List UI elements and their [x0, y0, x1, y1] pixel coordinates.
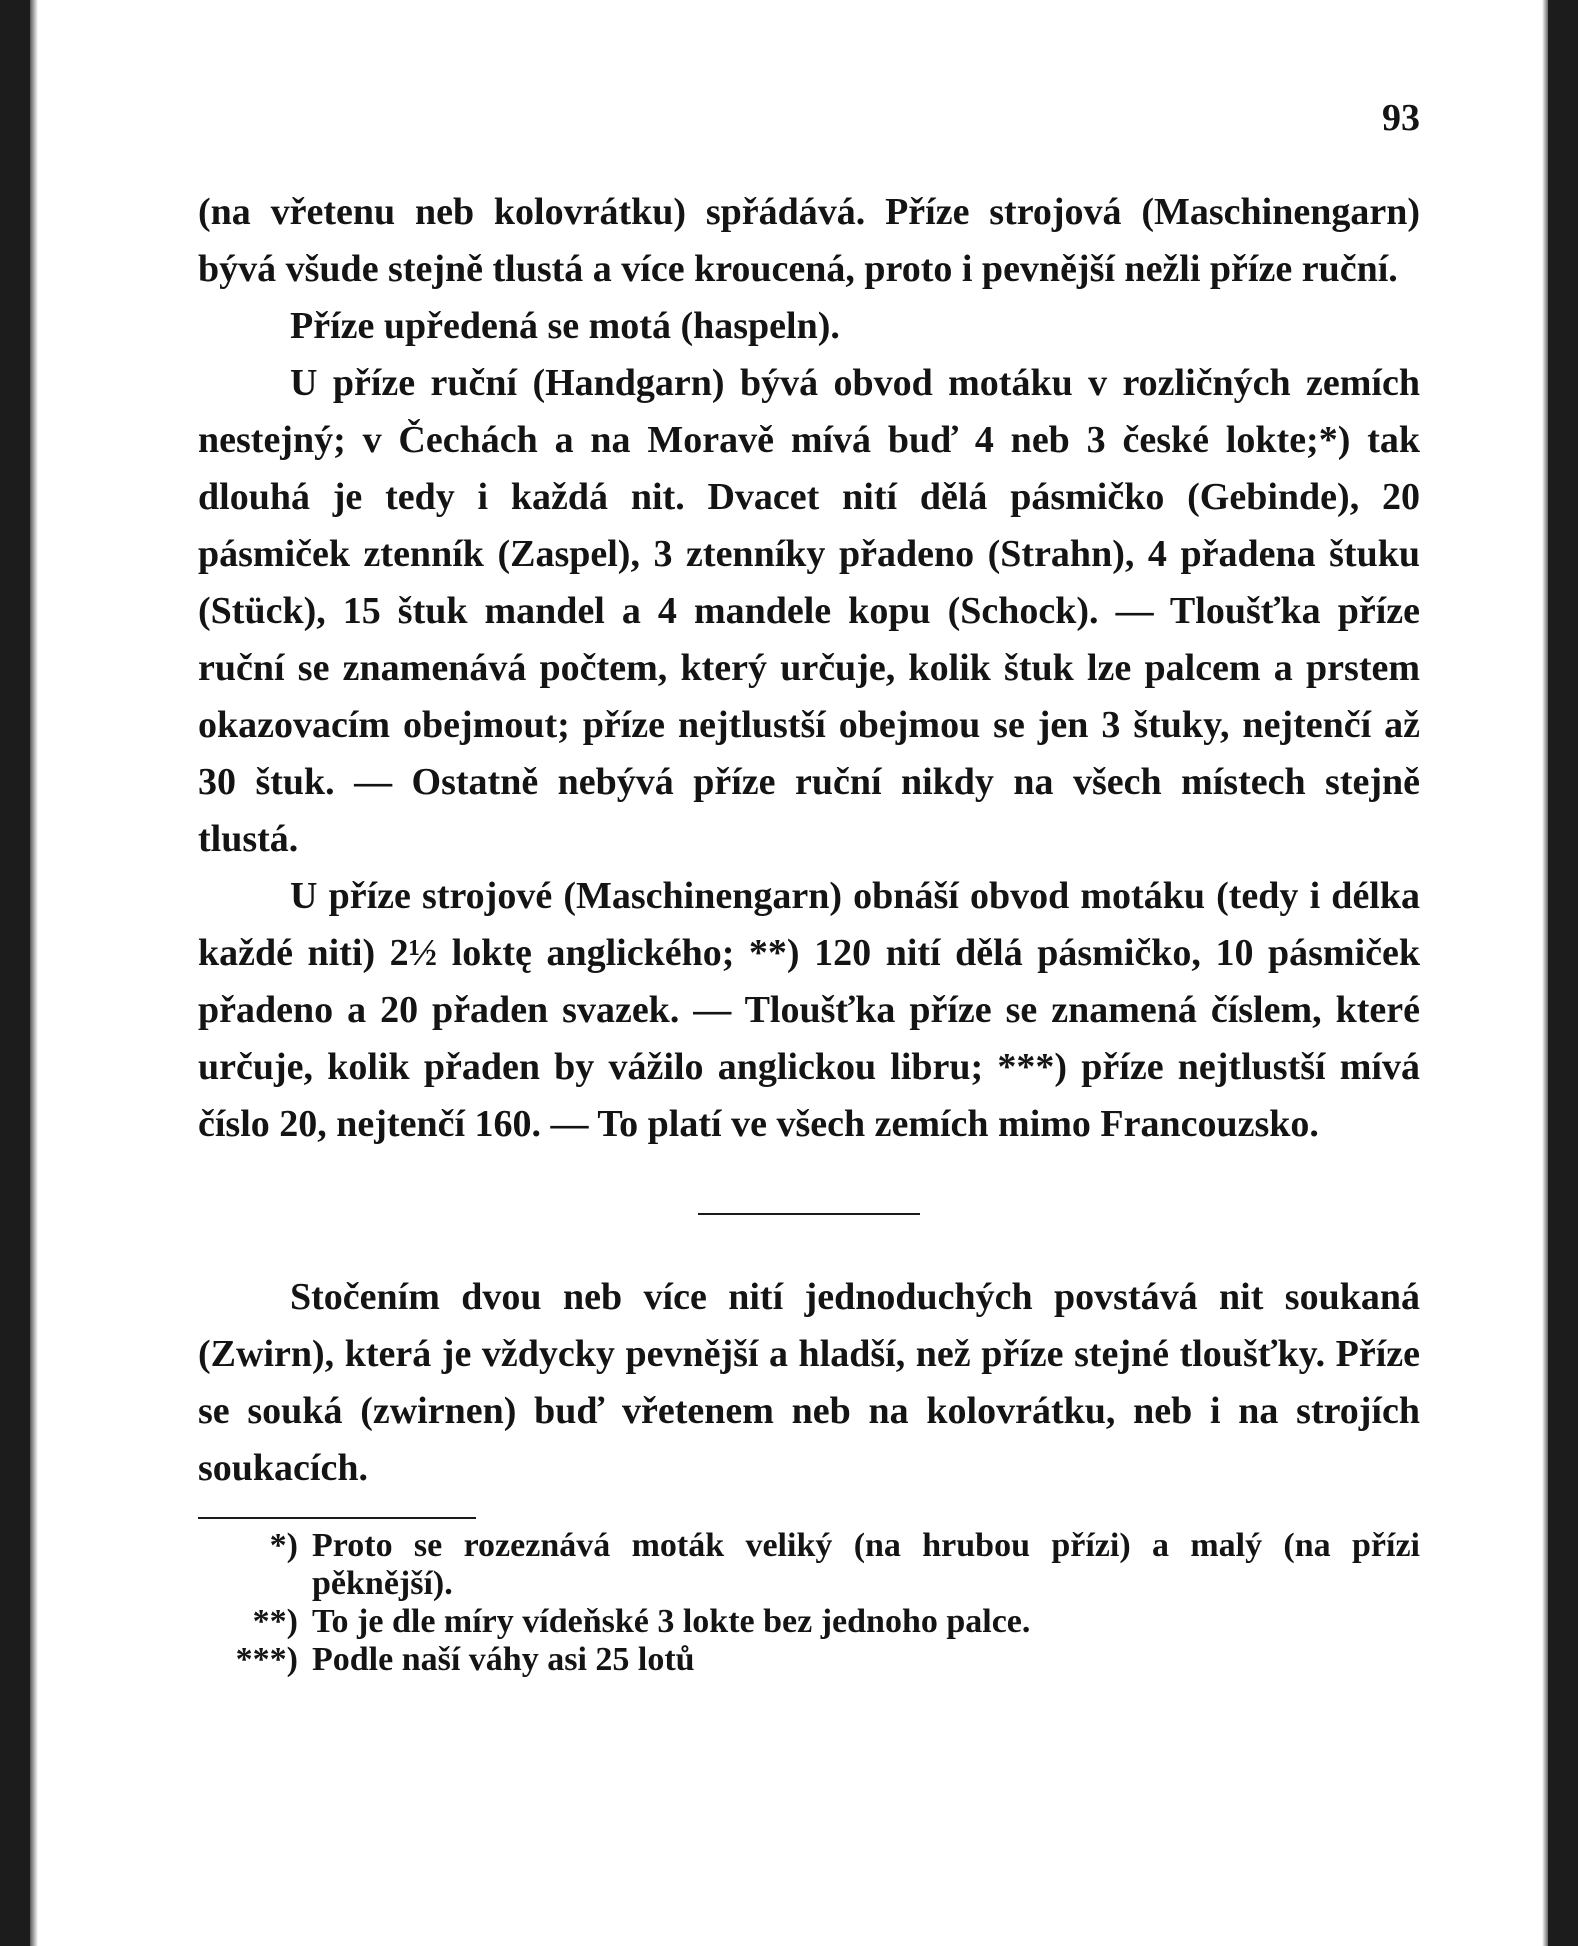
footnote-1: [198, 1527, 1420, 1603]
right-scan-border: [1548, 0, 1578, 1946]
footnotes: [198, 1527, 1420, 1679]
left-scan-border: [0, 0, 30, 1946]
footnote-mark: ***): [235, 1641, 298, 1678]
footnote-3: [198, 1641, 1420, 1679]
footnote-text: Podle naší váhy asi 25 lotů: [312, 1641, 695, 1678]
paragraph-5: Stočením dvou neb více nití jednoduchých povstává nit soukaná (Zwirn), která je vždycky pevnější a hladší, než příze stejné tloušťky. Příze se souká (zwirnen) buď vřetenem neb na kolovrátku, neb i na strojích soukacích.: [198, 1276, 1420, 1489]
footnote-rule: [198, 1517, 476, 1519]
paragraph-1: (na vřetenu neb kolovrátku) spřádává. Příze strojová (Maschinengarn) bývá všude stejně tlustá a více kroucená, proto i pevnější nežli příze ruční.: [198, 191, 1420, 290]
footnote-2: [198, 1603, 1420, 1641]
left-scan-shadow: [30, 0, 38, 1946]
footnote-text: Proto se rozeznává moták veliký (na hrubou přízi) a malý (na přízi pěknější).: [312, 1527, 1420, 1602]
paragraph-3: U příze ruční (Handgarn) bývá obvod motáku v rozličných zemích nestejný; v Čechách a na Moravě mívá buď 4 neb 3 české lokte;*) tak dlouhá je tedy i každá nit. Dvacet nití dělá pásmičko (Gebinde), 20 pásmiček ztenník (Zaspel), 3 ztenníky přadeno (Strahn), 4 přadena štuku (Stück), 15 štuk mandel a 4 mandele kopu (Schock). — Tloušťka příze ruční se znamenává počtem, který určuje, kolik štuk lze palcem a prstem okazovacím obejmout; příze nejtlustší obejmou se jen 3 štuky, nejtenčí až 30 štuk. — Ostatně nebývá příze ruční nikdy na všech místech stejně tlustá.: [198, 362, 1420, 860]
right-scan-shadow: [1542, 0, 1548, 1946]
section-divider: [698, 1213, 920, 1215]
footnote-mark: *): [269, 1527, 298, 1564]
footnote-mark: **): [252, 1603, 298, 1640]
paragraph-4: U příze strojové (Maschinengarn) obnáší obvod motáku (tedy i délka každé niti) 2½ loktę anglického; **) 120 nití dělá pásmičko, 10 pásmiček přadeno a 20 přaden svazek. — Tloušťka příze se znamená číslem, které určuje, kolik přaden by vážilo anglickou libru; ***) příze nejtlustší mívá číslo 20, nejtenčí 160. — To platí ve všech zemích mimo Francouzsko.: [198, 875, 1420, 1145]
footnote-text: To je dle míry vídeňské 3 lokte bez jednoho palce.: [312, 1603, 1031, 1640]
body-text: [198, 184, 1420, 1679]
paragraph-2: Příze upředená se motá (haspeln).: [290, 305, 840, 347]
page-number: 93: [1382, 97, 1420, 139]
